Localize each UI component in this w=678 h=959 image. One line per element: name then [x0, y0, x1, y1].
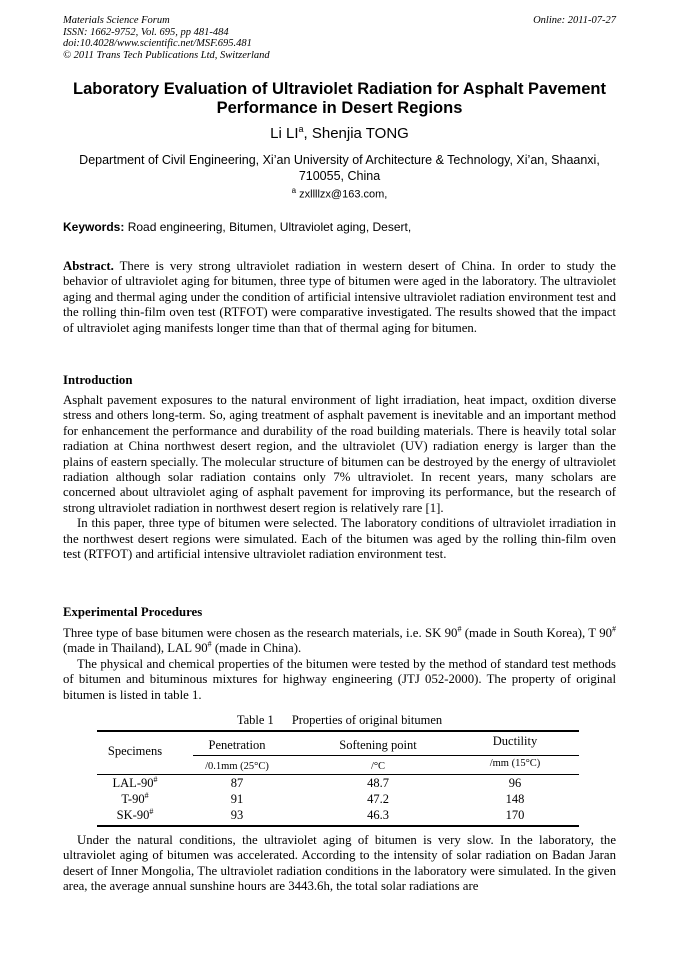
post-table-text: Under the natural conditions, the ultraviolet aging of bitumen is very slow. In the laboratory, the ultraviolet aging of bitumen was accelerated. According to the intensity of solar radiation on Badan Jaran desert of Inner Mongolia, The ultraviolet radiation conditions in the laboratory were simulated. In the given area, the average annual sunshine hours are 3443.6h, the total solar radiations are: [63, 833, 616, 894]
table-caption: [63, 713, 616, 728]
journal-issn: ISSN: 1662-9752, Vol. 695, pp 481-484: [63, 26, 229, 38]
table-top-rule: [97, 730, 579, 732]
table-cell-specimen: [97, 776, 173, 791]
experimental-heading: Experimental Procedures: [63, 605, 203, 619]
experimental-paragraph-1: [63, 626, 616, 657]
sup-mark: #: [457, 624, 462, 634]
table-cell-softening: 47.2: [367, 792, 389, 806]
email-address[interactable]: zxllllzx@163.com,: [296, 188, 388, 201]
unit-penetration: /0.1mm (25°C): [205, 761, 269, 772]
introduction-heading: Introduction: [63, 373, 133, 387]
paper-title: Laboratory Evaluation of Ultraviolet Radiation for Asphalt Pavement Performance in Desert Regions: [73, 80, 606, 117]
table-cell-ductility: 170: [505, 808, 525, 822]
specimen-name: T-90: [121, 792, 145, 806]
table-cell-softening: 48.7: [367, 776, 389, 790]
journal-header: [63, 15, 616, 61]
table-cell-specimen: [97, 792, 173, 807]
header-penetration: Penetration: [208, 738, 266, 752]
table-number: Table 1: [236, 713, 274, 727]
online-date: Online: 2011-07-27: [533, 15, 616, 26]
experimental-body: [63, 626, 616, 703]
table-bottom-rule: [97, 825, 579, 827]
journal-name: Materials Science Forum: [63, 15, 170, 26]
author-list: [63, 124, 616, 142]
sup-mark: #: [149, 806, 154, 816]
author-1: Li LI: [270, 125, 299, 142]
abstract-label: Abstract.: [63, 259, 114, 273]
header-softening: Softening point: [339, 738, 417, 752]
author-separator: ,: [303, 125, 312, 142]
sup-mark: #: [612, 624, 616, 634]
table-cell-penetration: 87: [230, 776, 244, 790]
table-cell-penetration: 93: [230, 808, 244, 822]
author-1-mark: a: [298, 124, 304, 134]
table-cell-ductility: 148: [505, 792, 525, 806]
experimental-paragraph-2: The physical and chemical properties of the bitumen were tested by the method of standard test methods of bitumen and bituminous mixtures for highway engineering (JTJ 052-2000). The property of original bitumen is listed in table 1.: [63, 656, 616, 702]
keywords-text: Road engineering, Bitumen, Ultraviolet aging, Desert,: [124, 220, 412, 234]
table-cell-penetration: 91: [230, 792, 244, 806]
email-mark: a: [291, 186, 297, 195]
exp-p1-part-a: Three type of base bitumen were chosen as the research materials, i.e. SK 90: [63, 626, 458, 640]
abstract: [63, 259, 616, 336]
introduction-paragraph-2: In this paper, three type of bitumen were selected. The laboratory conditions of ultraviolet irradiation in the northwest desert regions were simulated. Each of the bitumen was aged by the rolling thin-film oven test (RTFOT) and artificial intensive ultraviolet radiation environment test.: [63, 516, 616, 562]
journal-doi: doi:10.4028/www.scientific.net/MSF.695.481: [63, 38, 252, 49]
sup-mark: #: [153, 774, 158, 784]
table-cell-ductility: 96: [508, 776, 522, 790]
table-title: Properties of original bitumen: [291, 713, 443, 727]
journal-copyright: © 2011 Trans Tech Publications Ltd, Switzerland: [63, 49, 270, 61]
keywords-label: Keywords:: [63, 220, 125, 234]
sup-mark: #: [207, 640, 212, 650]
keywords: [63, 220, 616, 234]
unit-softening: /°C: [370, 761, 386, 772]
exp-p1-part-b: (made in South Korea), T 90: [461, 626, 612, 640]
introduction-body: [63, 393, 616, 562]
header-specimens: Specimens: [107, 744, 163, 758]
post-table-paragraph: [63, 833, 616, 895]
specimen-name: SK-90: [116, 808, 150, 822]
specimen-name: LAL-90: [112, 776, 154, 790]
unit-ductility: /mm (15°C): [489, 758, 541, 769]
table-header-rule: [193, 755, 579, 756]
header-ductility: Ductility: [492, 734, 538, 748]
table-cell-softening: 46.3: [367, 808, 389, 822]
table-mid-rule: [97, 774, 579, 775]
author-2: Shenjia TONG: [311, 125, 409, 142]
exp-p1-part-d: (made in China).: [211, 641, 302, 656]
introduction-paragraph-1: Asphalt pavement exposures to the natural environment of light irradiation, heat impact, oxdition diverse stress and others long-term. So, aging treatment of asphalt pavement is inevitable and an important method for enhancement the performance and durability of the road building materials. There is heavily total solar radiation at China northwest desert region, and the ultraviolet (UV) radiation energy is larger than the plains of eastern specially. The molecular structure of bitumen can be destroyed by the energy of ultraviolet radiation although solar radiation contains only 7% ultraviolet. In recent years, many scholars are concerned about ultraviolet aging of asphalt pavement for improving its performance, but the research of strong ultraviolet radiation in northwest desert region is relatively rare [1].: [63, 393, 616, 515]
affiliation: Department of Civil Engineering, Xi’an University of Architecture & Technology, Xi’an, Shaanxi, 710055, China: [79, 153, 600, 183]
author-email: [63, 186, 616, 201]
table-cell-specimen: [97, 808, 173, 823]
sup-mark: #: [144, 790, 149, 800]
exp-p1-part-c: (made in Thailand), LAL 90: [63, 641, 208, 656]
abstract-text: There is very strong ultraviolet radiation in western desert of China. In order to study the behavior of ultraviolet aging for bitumen, three type of bitumen were aged in the laboratory. The ultraviolet aging and thermal aging under the condition of artificial intensive ultraviolet radiation environment test and the rolling thin-film oven test (RTFOT) were comparative investigated. The results showed that the impact of ultraviolet aging manifests longer time than that of thermal aging for bitumen.: [63, 259, 616, 335]
